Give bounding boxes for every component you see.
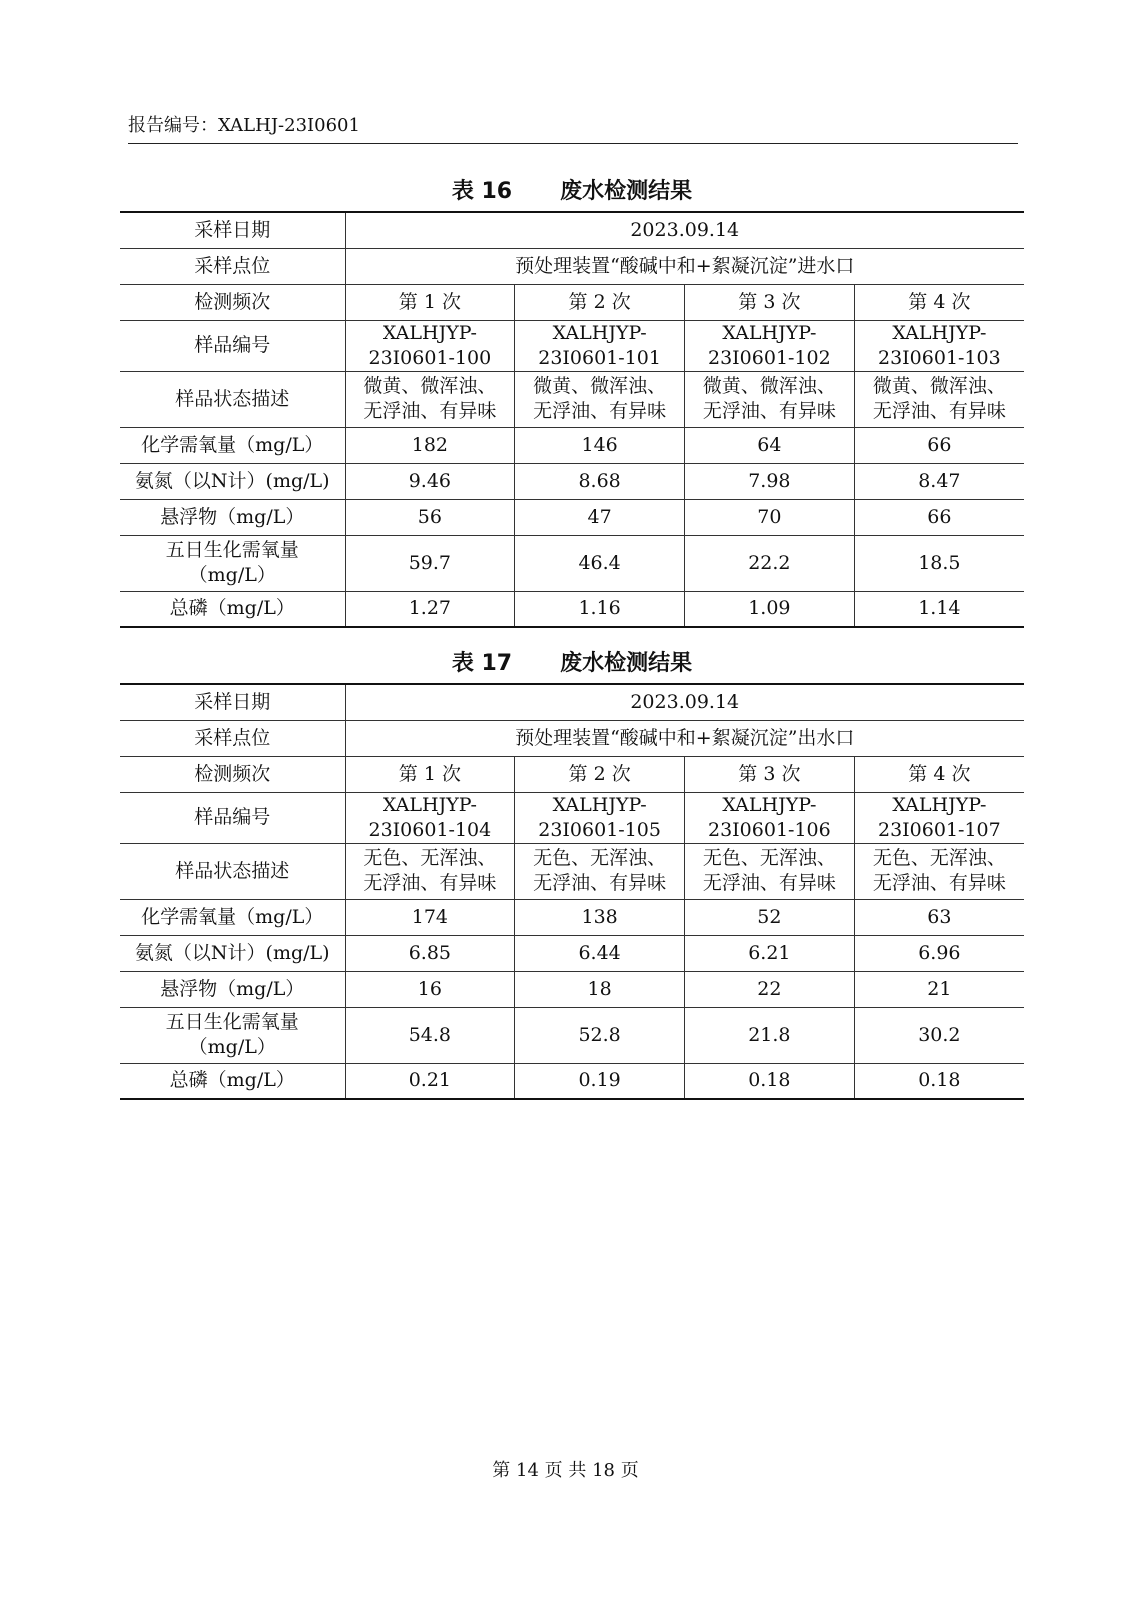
status-line-2: 无浮油、有异味 [363,400,497,422]
ss-value: 47 [515,499,685,535]
bod5-value: 30.2 [854,1007,1024,1063]
run-3: 第 3 次 [685,284,855,320]
cod-value: 138 [515,899,685,935]
table-row [120,371,1024,427]
ss-value: 21 [854,971,1024,1007]
table-16 [120,211,1024,628]
sampling-location: 预处理装置“酸碱中和+絮凝沉淀”出水口 [345,720,1024,756]
sample-no-3 [685,320,855,371]
table-row [120,427,1024,463]
sample-suffix: 23I0601-106 [708,818,831,841]
status-line-2: 无浮油、有异味 [533,400,667,422]
cod-value: 64 [685,427,855,463]
label-sample-no: 样品编号 [120,792,345,843]
status-line-2: 无浮油、有异味 [702,872,836,894]
label-bod5 [120,535,345,591]
status-4 [854,371,1024,427]
sample-prefix: XALHJYP- [892,793,987,816]
status-2 [515,371,685,427]
nh3n-value: 9.46 [345,463,515,499]
table-row [120,284,1024,320]
status-line-1: 无色、无浑浊、 [872,847,1006,869]
run-1: 第 1 次 [345,756,515,792]
label-cod: 化学需氧量（mg/L） [120,427,345,463]
sampling-date: 2023.09.14 [345,684,1024,720]
run-2: 第 2 次 [515,284,685,320]
label-tp: 总磷（mg/L） [120,1063,345,1099]
bod5-value: 52.8 [515,1007,685,1063]
status-2 [515,843,685,899]
sample-prefix: XALHJYP- [892,321,987,344]
ss-value: 16 [345,971,515,1007]
sampling-location: 预处理装置“酸碱中和+絮凝沉淀”进水口 [345,248,1024,284]
label-status: 样品状态描述 [120,371,345,427]
sample-prefix: XALHJYP- [722,793,817,816]
cod-value: 66 [854,427,1024,463]
ss-value: 18 [515,971,685,1007]
table-row [120,463,1024,499]
tp-value: 0.21 [345,1063,515,1099]
sample-suffix: 23I0601-107 [878,818,1001,841]
nh3n-value: 7.98 [685,463,855,499]
status-line-1: 微黄、微浑浊、 [702,375,836,397]
bod5-value: 22.2 [685,535,855,591]
ss-value: 70 [685,499,855,535]
status-1 [345,371,515,427]
label-ss: 悬浮物（mg/L） [120,499,345,535]
status-line-2: 无浮油、有异味 [872,400,1006,422]
report-number: 报告编号：XALHJ-23I0601 [128,111,1018,144]
sample-prefix: XALHJYP- [722,321,817,344]
sample-suffix: 23I0601-100 [368,346,492,369]
table-17-title [120,646,1024,677]
sample-no-1 [345,320,515,371]
status-line-1: 无色、无浑浊、 [533,847,667,869]
label-status: 样品状态描述 [120,843,345,899]
nh3n-value: 6.44 [515,935,685,971]
table-row [120,935,1024,971]
bod5-label-line-1: 五日生化需氧量 [165,1011,299,1033]
cod-value: 63 [854,899,1024,935]
table-row [120,212,1024,248]
sample-no-4 [854,320,1024,371]
sample-suffix: 23I0601-103 [878,346,1001,369]
status-line-2: 无浮油、有异味 [872,872,1006,894]
sample-prefix: XALHJYP- [382,321,477,344]
nh3n-value: 6.85 [345,935,515,971]
table-17-number: 表 17 [451,651,513,676]
bod5-label-line-2: （mg/L） [188,1036,276,1058]
status-line-1: 微黄、微浑浊、 [872,375,1006,397]
page-number: 第 14 页 共 18 页 [492,1460,639,1481]
run-4: 第 4 次 [854,756,1024,792]
bod5-value: 59.7 [345,535,515,591]
status-line-2: 无浮油、有异味 [702,400,836,422]
label-ss: 悬浮物（mg/L） [120,971,345,1007]
table-16-name: 废水检测结果 [560,179,693,204]
cod-value: 182 [345,427,515,463]
table-row [120,535,1024,591]
ss-value: 22 [685,971,855,1007]
tp-value: 0.18 [854,1063,1024,1099]
status-1 [345,843,515,899]
tp-value: 0.19 [515,1063,685,1099]
table-row [120,899,1024,935]
sample-suffix: 23I0601-102 [708,346,831,369]
bod5-value: 54.8 [345,1007,515,1063]
status-3 [685,371,855,427]
table-row [120,320,1024,371]
label-location: 采样点位 [120,720,345,756]
status-line-2: 无浮油、有异味 [363,872,497,894]
sample-suffix: 23I0601-104 [368,818,492,841]
label-frequency: 检测频次 [120,756,345,792]
ss-value: 66 [854,499,1024,535]
table-row [120,971,1024,1007]
sample-no-2 [515,320,685,371]
sample-suffix: 23I0601-101 [538,346,661,369]
bod5-label-line-2: （mg/L） [188,564,276,586]
sampling-date: 2023.09.14 [345,212,1024,248]
table-row [120,1063,1024,1099]
sample-no-4 [854,792,1024,843]
table-16-number: 表 16 [451,179,513,204]
table-row [120,684,1024,720]
tp-value: 1.09 [685,591,855,627]
sample-no-1 [345,792,515,843]
nh3n-value: 6.96 [854,935,1024,971]
status-line-1: 微黄、微浑浊、 [363,375,497,397]
sample-no-2 [515,792,685,843]
label-bod5 [120,1007,345,1063]
sample-prefix: XALHJYP- [382,793,477,816]
bod5-value: 18.5 [854,535,1024,591]
table-17 [120,683,1024,1100]
cod-value: 52 [685,899,855,935]
bod5-label-line-1: 五日生化需氧量 [165,539,299,561]
bod5-value: 46.4 [515,535,685,591]
sample-suffix: 23I0601-105 [538,818,661,841]
run-4: 第 4 次 [854,284,1024,320]
status-line-2: 无浮油、有异味 [533,872,667,894]
cod-value: 146 [515,427,685,463]
cod-value: 174 [345,899,515,935]
table-row [120,756,1024,792]
status-line-1: 无色、无浑浊、 [702,847,836,869]
status-4 [854,843,1024,899]
label-nh3n: 氨氮（以N计）(mg/L) [120,935,345,971]
tp-value: 1.16 [515,591,685,627]
table-row [120,248,1024,284]
status-line-1: 无色、无浑浊、 [363,847,497,869]
nh3n-value: 8.68 [515,463,685,499]
table-row [120,792,1024,843]
run-1: 第 1 次 [345,284,515,320]
status-3 [685,843,855,899]
label-sample-no: 样品编号 [120,320,345,371]
nh3n-value: 6.21 [685,935,855,971]
sample-no-3 [685,792,855,843]
label-cod: 化学需氧量（mg/L） [120,899,345,935]
table-row [120,499,1024,535]
label-date: 采样日期 [120,212,345,248]
table-row [120,843,1024,899]
label-location: 采样点位 [120,248,345,284]
label-date: 采样日期 [120,684,345,720]
tp-value: 0.18 [685,1063,855,1099]
run-2: 第 2 次 [515,756,685,792]
ss-value: 56 [345,499,515,535]
table-row [120,720,1024,756]
table-16-title [120,174,1024,205]
label-nh3n: 氨氮（以N计）(mg/L) [120,463,345,499]
tp-value: 1.14 [854,591,1024,627]
sample-prefix: XALHJYP- [552,321,647,344]
sample-prefix: XALHJYP- [552,793,647,816]
table-row [120,1007,1024,1063]
bod5-value: 21.8 [685,1007,855,1063]
tp-value: 1.27 [345,591,515,627]
table-17-name: 废水检测结果 [560,651,693,676]
nh3n-value: 8.47 [854,463,1024,499]
status-line-1: 微黄、微浑浊、 [533,375,667,397]
table-row [120,591,1024,627]
label-tp: 总磷（mg/L） [120,591,345,627]
run-3: 第 3 次 [685,756,855,792]
label-frequency: 检测频次 [120,284,345,320]
